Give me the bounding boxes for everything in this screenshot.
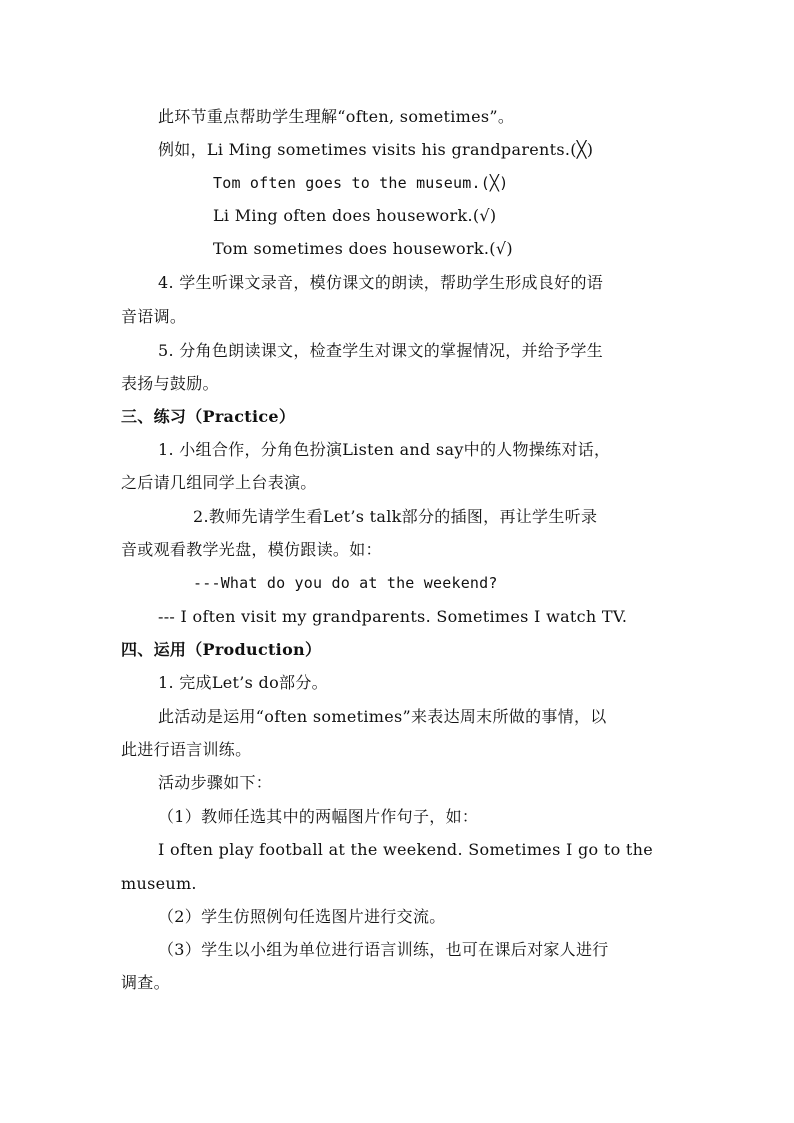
dialogue-line: --- I often visit my grandparents. Sometimes I watch TV. <box>158 607 628 626</box>
paragraph-line: 1. 小组合作，分角色扮演Listen and say中的人物操练对话， <box>158 440 611 459</box>
section-heading-production: 四、运用（Production） <box>121 640 322 659</box>
paragraph-line: 音或观看教学光盘，模仿跟读。如： <box>121 540 382 559</box>
step-line: （2）学生仿照例句任选图片进行交流。 <box>158 907 446 926</box>
section-heading-practice: 三、练习（Practice） <box>121 407 296 426</box>
example-line: 例如，Li Ming sometimes visits his grandparents.(╳) <box>158 140 594 159</box>
paragraph-line: 此环节重点帮助学生理解“often, sometimes”。 <box>158 107 515 126</box>
example-sentence-line: I often play football at the weekend. Sometimes I go to the <box>158 840 653 859</box>
paragraph-line: 4. 学生听课文录音，模仿课文的朗读，帮助学生形成良好的语 <box>158 273 604 292</box>
paragraph-line: 5. 分角色朗读课文，检查学生对课文的掌握情况，并给予学生 <box>158 341 604 360</box>
step-line: （1）教师任选其中的两幅图片作句子，如： <box>158 807 479 826</box>
paragraph-line: 调查。 <box>121 973 170 992</box>
paragraph-line: 之后请几组同学上台表演。 <box>121 473 317 492</box>
paragraph-line: 音语调。 <box>121 307 187 326</box>
paragraph-line: 1. 完成Let’s do部分。 <box>158 673 328 692</box>
dialogue-line: ---What do you do at the weekend? <box>193 574 498 592</box>
step-line: （3）学生以小组为单位进行语言训练，也可在课后对家人进行 <box>158 940 609 959</box>
paragraph-line: 此活动是运用“often sometimes”来表达周末所做的事情，以 <box>158 707 607 726</box>
example-sentence-line: museum. <box>121 874 197 893</box>
paragraph-line: 活动步骤如下： <box>158 773 273 792</box>
example-line: Tom sometimes does housework.(√) <box>213 239 513 258</box>
paragraph-line: 表扬与鼓励。 <box>121 374 219 393</box>
paragraph-line: 此进行语言训练。 <box>121 740 252 759</box>
paragraph-line: 2.教师先请学生看Let’s talk部分的插图，再让学生听录 <box>193 507 598 526</box>
example-line: Tom often goes to the museum.(╳) <box>213 174 509 192</box>
example-line: Li Ming often does housework.(√) <box>213 206 497 225</box>
